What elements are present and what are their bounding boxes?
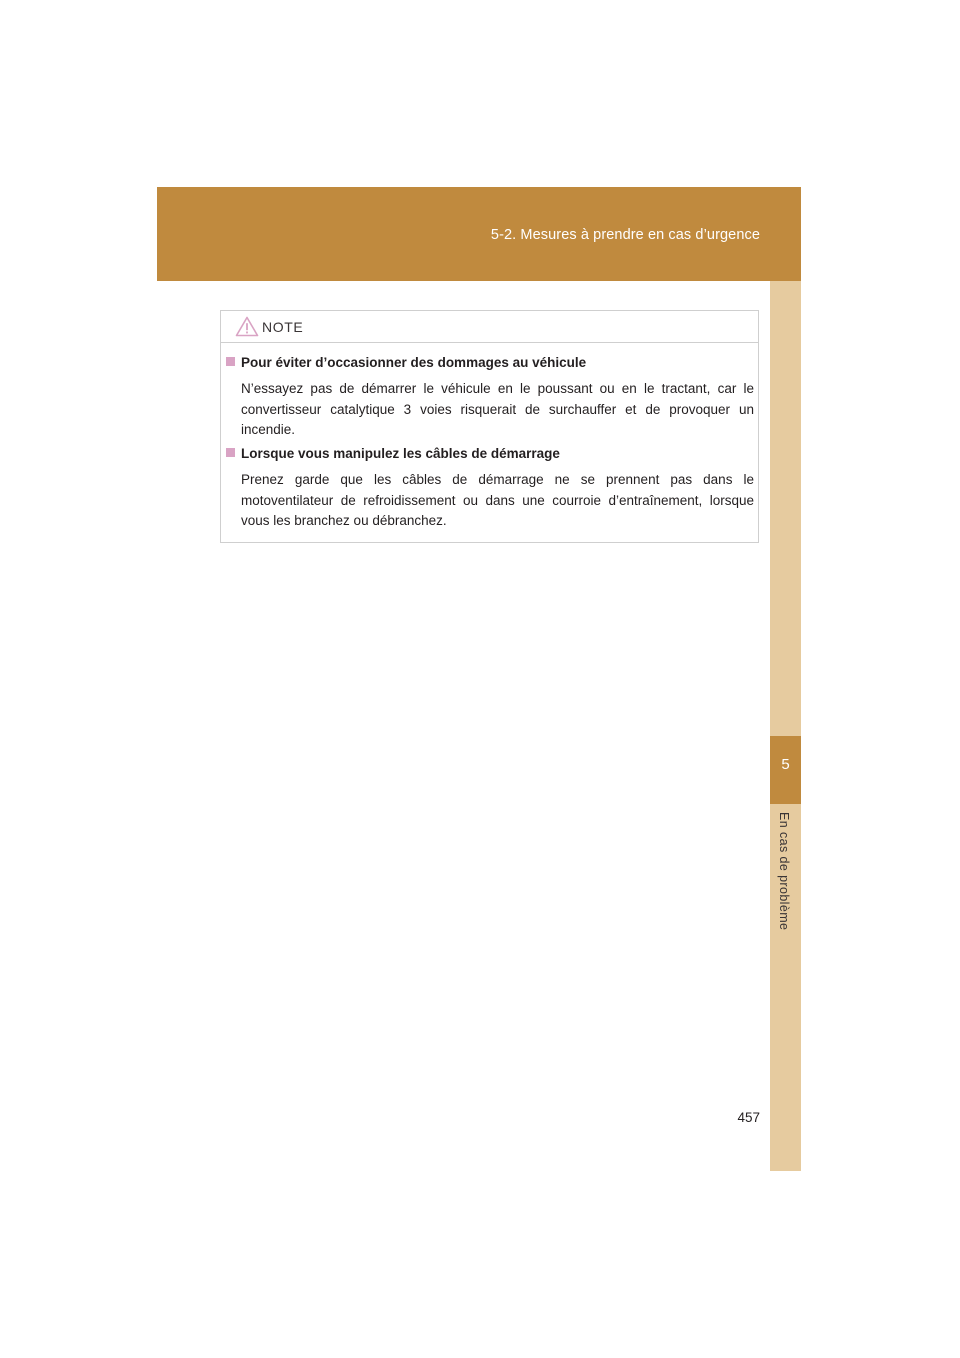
side-strip xyxy=(770,281,801,1171)
section-heading-text: Lorsque vous manipulez les câbles de démarrage xyxy=(241,446,560,461)
section-heading-cables xyxy=(226,446,560,461)
square-bullet-icon xyxy=(226,448,235,457)
square-bullet-icon xyxy=(226,357,235,366)
note-header xyxy=(221,311,758,343)
warning-icon xyxy=(235,316,259,337)
page-number: 457 xyxy=(737,1110,760,1125)
chapter-number: 5 xyxy=(781,756,790,773)
section-body-cables: Prenez garde que les câbles de démarrage ne se prennent pas dans le motoventilateur de refroidissement ou dans une courroie d’entraînement, lorsque vous les branchez ou débranchez. xyxy=(241,472,754,528)
chapter-tab[interactable] xyxy=(770,736,801,804)
section-body-damage: N’essayez pas de démarrer le véhicule en le poussant ou en le tractant, car le convertisseur catalytique 3 voies risquerait de surchauffer et de provoquer un incendie. xyxy=(241,381,754,437)
section-title: 5-2. Mesures à prendre en cas d’urgence xyxy=(490,227,760,243)
header-band xyxy=(157,187,801,281)
section-heading-damage xyxy=(226,355,586,370)
chapter-label: En cas de problème xyxy=(777,812,791,931)
note-title: NOTE xyxy=(262,319,304,335)
section-heading-text: Pour éviter d’occasionner des dommages au véhicule xyxy=(241,355,587,370)
note-box xyxy=(220,310,759,543)
